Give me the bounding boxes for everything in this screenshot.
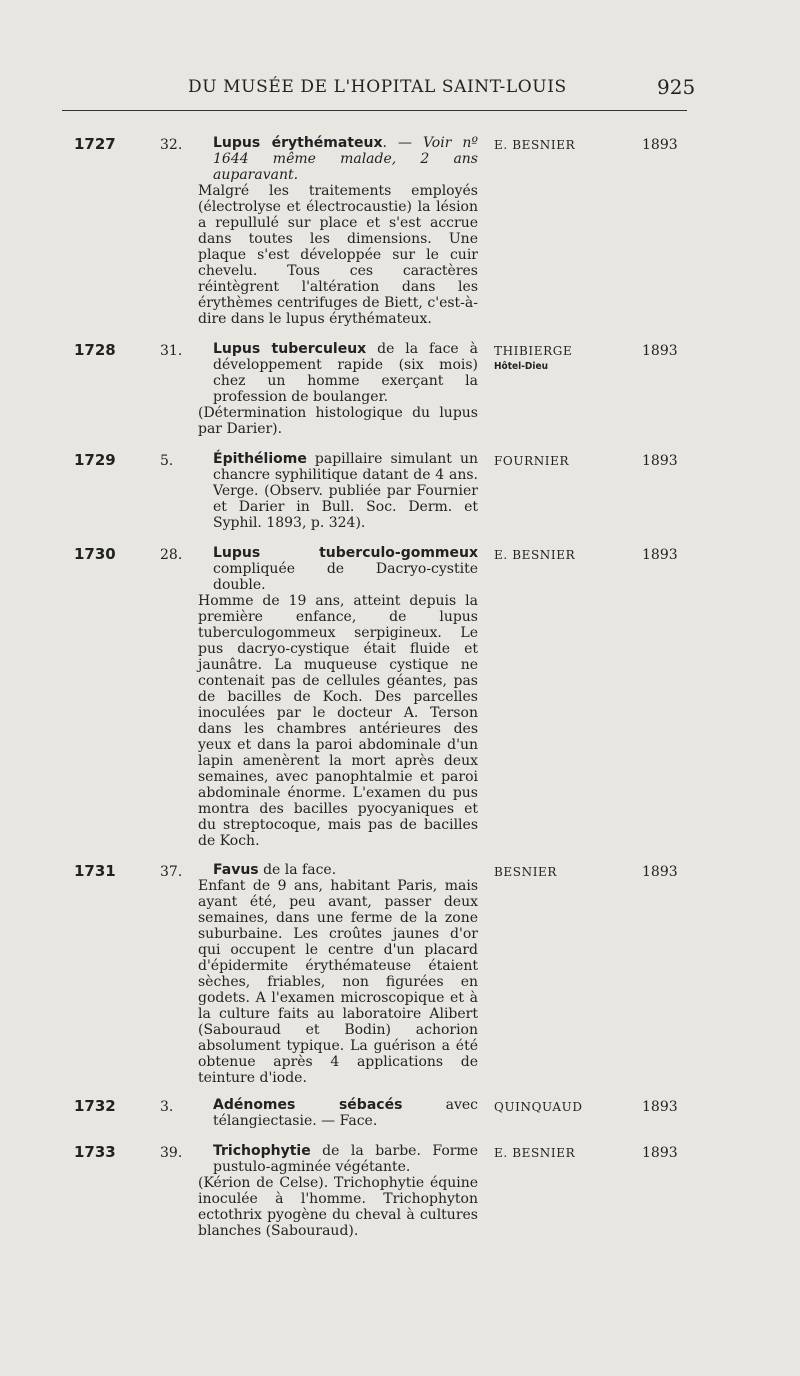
entry-title: Lupus tuberculo-gommeux [213, 545, 478, 561]
entry-hospital: Hôtel-Dieu [494, 361, 548, 372]
entry-description: Épithéliome papillaire simulant un chancre syphilitique datant de 4 ans. Verge. (Observ. publiée par Fournier et Darier in Bull. Soc. Derm. et Syphil. 1893, p. 324). [213, 451, 478, 531]
entry-number: 1727 [74, 135, 116, 153]
entry-notes: Enfant de 9 ans, habitant Paris, mais ayant été, peu avant, passer deux semaines, dans une ferme de la zone suburbaine. Les croûtes jaunes d'or qui occupent le centre d'un placard d'épidermite érythémateuse étaient sèches, friables, non figurées en godets. A l'examen microscopique et à la culture faits au laboratoire Alibert (Sabouraud et Bodin) achorion absolument typique. La guérison a été obtenue après 4 applications de teinture d'iode. [198, 878, 478, 1086]
entry-number: 1728 [74, 341, 116, 359]
entry-description: Lupus érythémateux. — Voir nº 1644 même malade, 2 ans auparavant. Malgré les traitements employés (électrolyse et électrocaustie) la lésion a repullulé sur place et s'est accrue dans toutes les dimensions. Une plaque s'est développée sur le cuir chevelu. Tous ces caractères réintègrent l'altération dans les érythèmes centrifuges de Biett, c'est-à-dire dans le lupus érythémateux. [198, 135, 478, 327]
entry-notes: Malgré les traitements employés (électrolyse et électrocaustie) la lésion a repullulé sur place et s'est accrue dans toutes les dimensions. Une plaque s'est développée sur le cuir chevelu. Tous ces caractères réintègrent l'altération dans les érythèmes centrifuges de Biett, c'est-à-dire dans le lupus érythémateux. [198, 183, 478, 327]
entry-title: Favus [213, 862, 259, 878]
entry-title: Lupus tuberculeux [213, 341, 367, 357]
entry-number: 1733 [74, 1143, 116, 1161]
entry-description: Favus de la face. Enfant de 9 ans, habitant Paris, mais ayant été, peu avant, passer deux semaines, dans une ferme de la zone suburbaine. Les croûtes jaunes d'or qui occupent le centre d'un placard d'épidermite érythémateuse étaient sèches, friables, non figurées en godets. A l'examen microscopique et à la culture faits au laboratoire Alibert (Sabouraud et Bodin) achorion absolument typique. La guérison a été obtenue après 4 applications de teinture d'iode. [198, 862, 478, 1086]
entry-index: 39. [160, 1145, 183, 1161]
running-header: DU MUSÉE DE L'HOPITAL SAINT-LOUIS [188, 77, 567, 97]
entry-year: 1893 [642, 1099, 678, 1115]
page-number: 925 [657, 75, 696, 99]
entry-index: 31. [160, 343, 183, 359]
entry-doctor: BESNIER [494, 865, 558, 879]
entry-title: Trichophytie [213, 1143, 311, 1159]
entry-description: Adénomes sébacés avec télangiectasie. — Face. [213, 1097, 478, 1129]
entry-notes: (Détermination histologique du lupus par Darier). [198, 405, 478, 437]
entry-number: 1729 [74, 451, 116, 469]
entry-doctor: E. BESNIER [494, 138, 576, 152]
entry-doctor: QUINQUAUD [494, 1100, 583, 1114]
entry-title: Adénomes sébacés [213, 1097, 403, 1113]
entry-number: 1731 [74, 862, 116, 880]
entry-year: 1893 [642, 1145, 678, 1161]
entry-title: Épithéliome [213, 451, 307, 467]
entry-doctor: E. BESNIER [494, 548, 576, 562]
entry-year: 1893 [642, 453, 678, 469]
entry-index: 5. [160, 453, 174, 469]
entry-reference: Voir nº 1644 même malade, 2 ans auparavant. [213, 135, 478, 183]
header-rule [62, 110, 687, 111]
entry-doctor: FOURNIER [494, 454, 570, 468]
entry-description: Lupus tuberculo-gommeux compliquée de Dacryo-cystite double. Homme de 19 ans, atteint depuis la première enfance, de lupus tuberculogommeux serpigineux. Le pus dacryo-cystique était fluide et jaunâtre. La muqueuse cystique ne contenait pas de cellules géantes, pas de bacilles de Koch. Des parcelles inoculées par le docteur A. Terson dans les chambres antérieures des yeux et dans la paroi abdominale d'un lapin amenèrent la mort après deux semaines, avec panophtalmie et paroi abdominale énorme. L'examen du pus montra des bacilles pyocyaniques et du streptocoque, mais pas de bacilles de Koch. [198, 545, 478, 849]
entry-description: Trichophytie de la barbe. Forme pustulo-agminée végétante. (Kérion de Celse). Trichophytie équine inoculée à l'homme. Trichophyton ectothrix pyogène du cheval à cultures blanches (Sabouraud). [198, 1143, 478, 1239]
entry-title: Lupus érythémateux [213, 135, 383, 151]
entry-number: 1730 [74, 545, 116, 563]
entry-year: 1893 [642, 547, 678, 563]
entry-year: 1893 [642, 343, 678, 359]
entry-year: 1893 [642, 137, 678, 153]
entry-notes: (Kérion de Celse). Trichophytie équine inoculée à l'homme. Trichophyton ectothrix pyogène du cheval à cultures blanches (Sabouraud). [198, 1175, 478, 1239]
entry-index: 28. [160, 547, 183, 563]
entry-doctor: E. BESNIER [494, 1146, 576, 1160]
entry-description: Lupus tuberculeux de la face à développement rapide (six mois) chez un homme exerçant la profession de boulanger. (Détermination histologique du lupus par Darier). [198, 341, 478, 437]
entry-index: 37. [160, 864, 183, 880]
entry-index: 3. [160, 1099, 174, 1115]
entry-doctor: THIBIERGE [494, 344, 573, 358]
entry-number: 1732 [74, 1097, 116, 1115]
entry-year: 1893 [642, 864, 678, 880]
entry-index: 32. [160, 137, 183, 153]
entry-notes: Homme de 19 ans, atteint depuis la première enfance, de lupus tuberculogommeux serpigineux. Le pus dacryo-cystique était fluide et jaunâtre. La muqueuse cystique ne contenait pas de cellules géantes, pas de bacilles de Koch. Des parcelles inoculées par le docteur A. Terson dans les chambres antérieures des yeux et dans la paroi abdominale d'un lapin amenèrent la mort après deux semaines, avec panophtalmie et paroi abdominale énorme. L'examen du pus montra des bacilles pyocyaniques et du streptocoque, mais pas de bacilles de Koch. [198, 593, 478, 849]
